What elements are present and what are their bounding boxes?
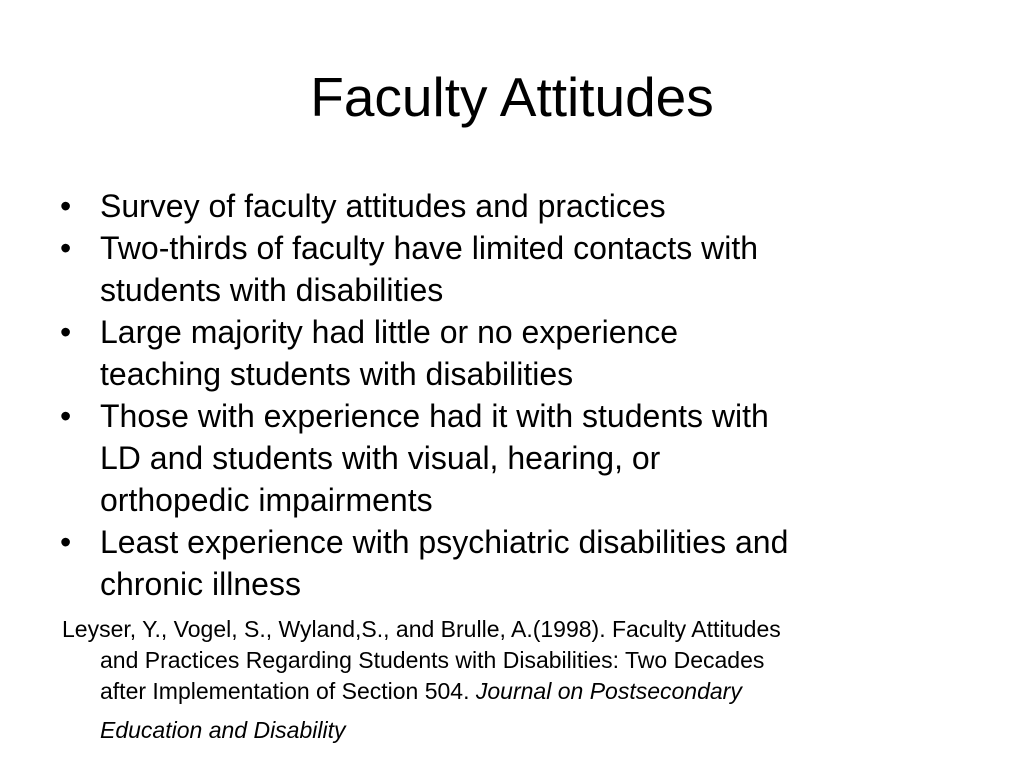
slide-title: Faculty Attitudes bbox=[310, 66, 714, 128]
citation-journal-title: Journal on Postsecondary bbox=[475, 678, 742, 704]
bullet-dot-icon: • bbox=[60, 230, 72, 266]
bullet-dot-icon: • bbox=[60, 188, 72, 224]
bullet-dot-icon: • bbox=[60, 314, 72, 350]
bullet-item bbox=[60, 395, 980, 521]
bullet-text-line: Least experience with psychiatric disabilities and bbox=[100, 524, 789, 560]
bullet-dot-icon: • bbox=[60, 398, 72, 434]
citation-line: Leyser, Y., Vogel, S., Wyland,S., and Brulle, A.(1998). Faculty Attitudes bbox=[62, 616, 781, 642]
bullet-dot-icon: • bbox=[60, 524, 72, 560]
citation-line: and Practices Regarding Students with Disabilities: Two Decades bbox=[100, 647, 765, 673]
bullet-text-line: orthopedic impairments bbox=[100, 482, 433, 518]
bullet-text-line: teaching students with disabilities bbox=[100, 356, 574, 392]
citation bbox=[62, 614, 1010, 746]
bullet-text-line: Survey of faculty attitudes and practices bbox=[100, 188, 666, 224]
bullet-item bbox=[60, 521, 980, 605]
bullet-text-line: LD and students with visual, hearing, or bbox=[100, 440, 661, 476]
bullet-text-line: chronic illness bbox=[100, 566, 301, 602]
bullet-item bbox=[60, 311, 980, 395]
bullet-text-line: Those with experience had it with students with bbox=[100, 398, 769, 434]
citation-line: after Implementation of Section 504. bbox=[100, 678, 476, 704]
bullet-text-line: students with disabilities bbox=[100, 272, 444, 308]
bullet-text-line: Two-thirds of faculty have limited contacts with bbox=[100, 230, 759, 266]
bullet-item bbox=[60, 227, 980, 311]
bullet-text-line: Large majority had little or no experience bbox=[100, 314, 679, 350]
bullet-item bbox=[60, 185, 980, 227]
bullet-list bbox=[60, 185, 980, 605]
citation-journal-title: Education and Disability bbox=[100, 717, 346, 743]
